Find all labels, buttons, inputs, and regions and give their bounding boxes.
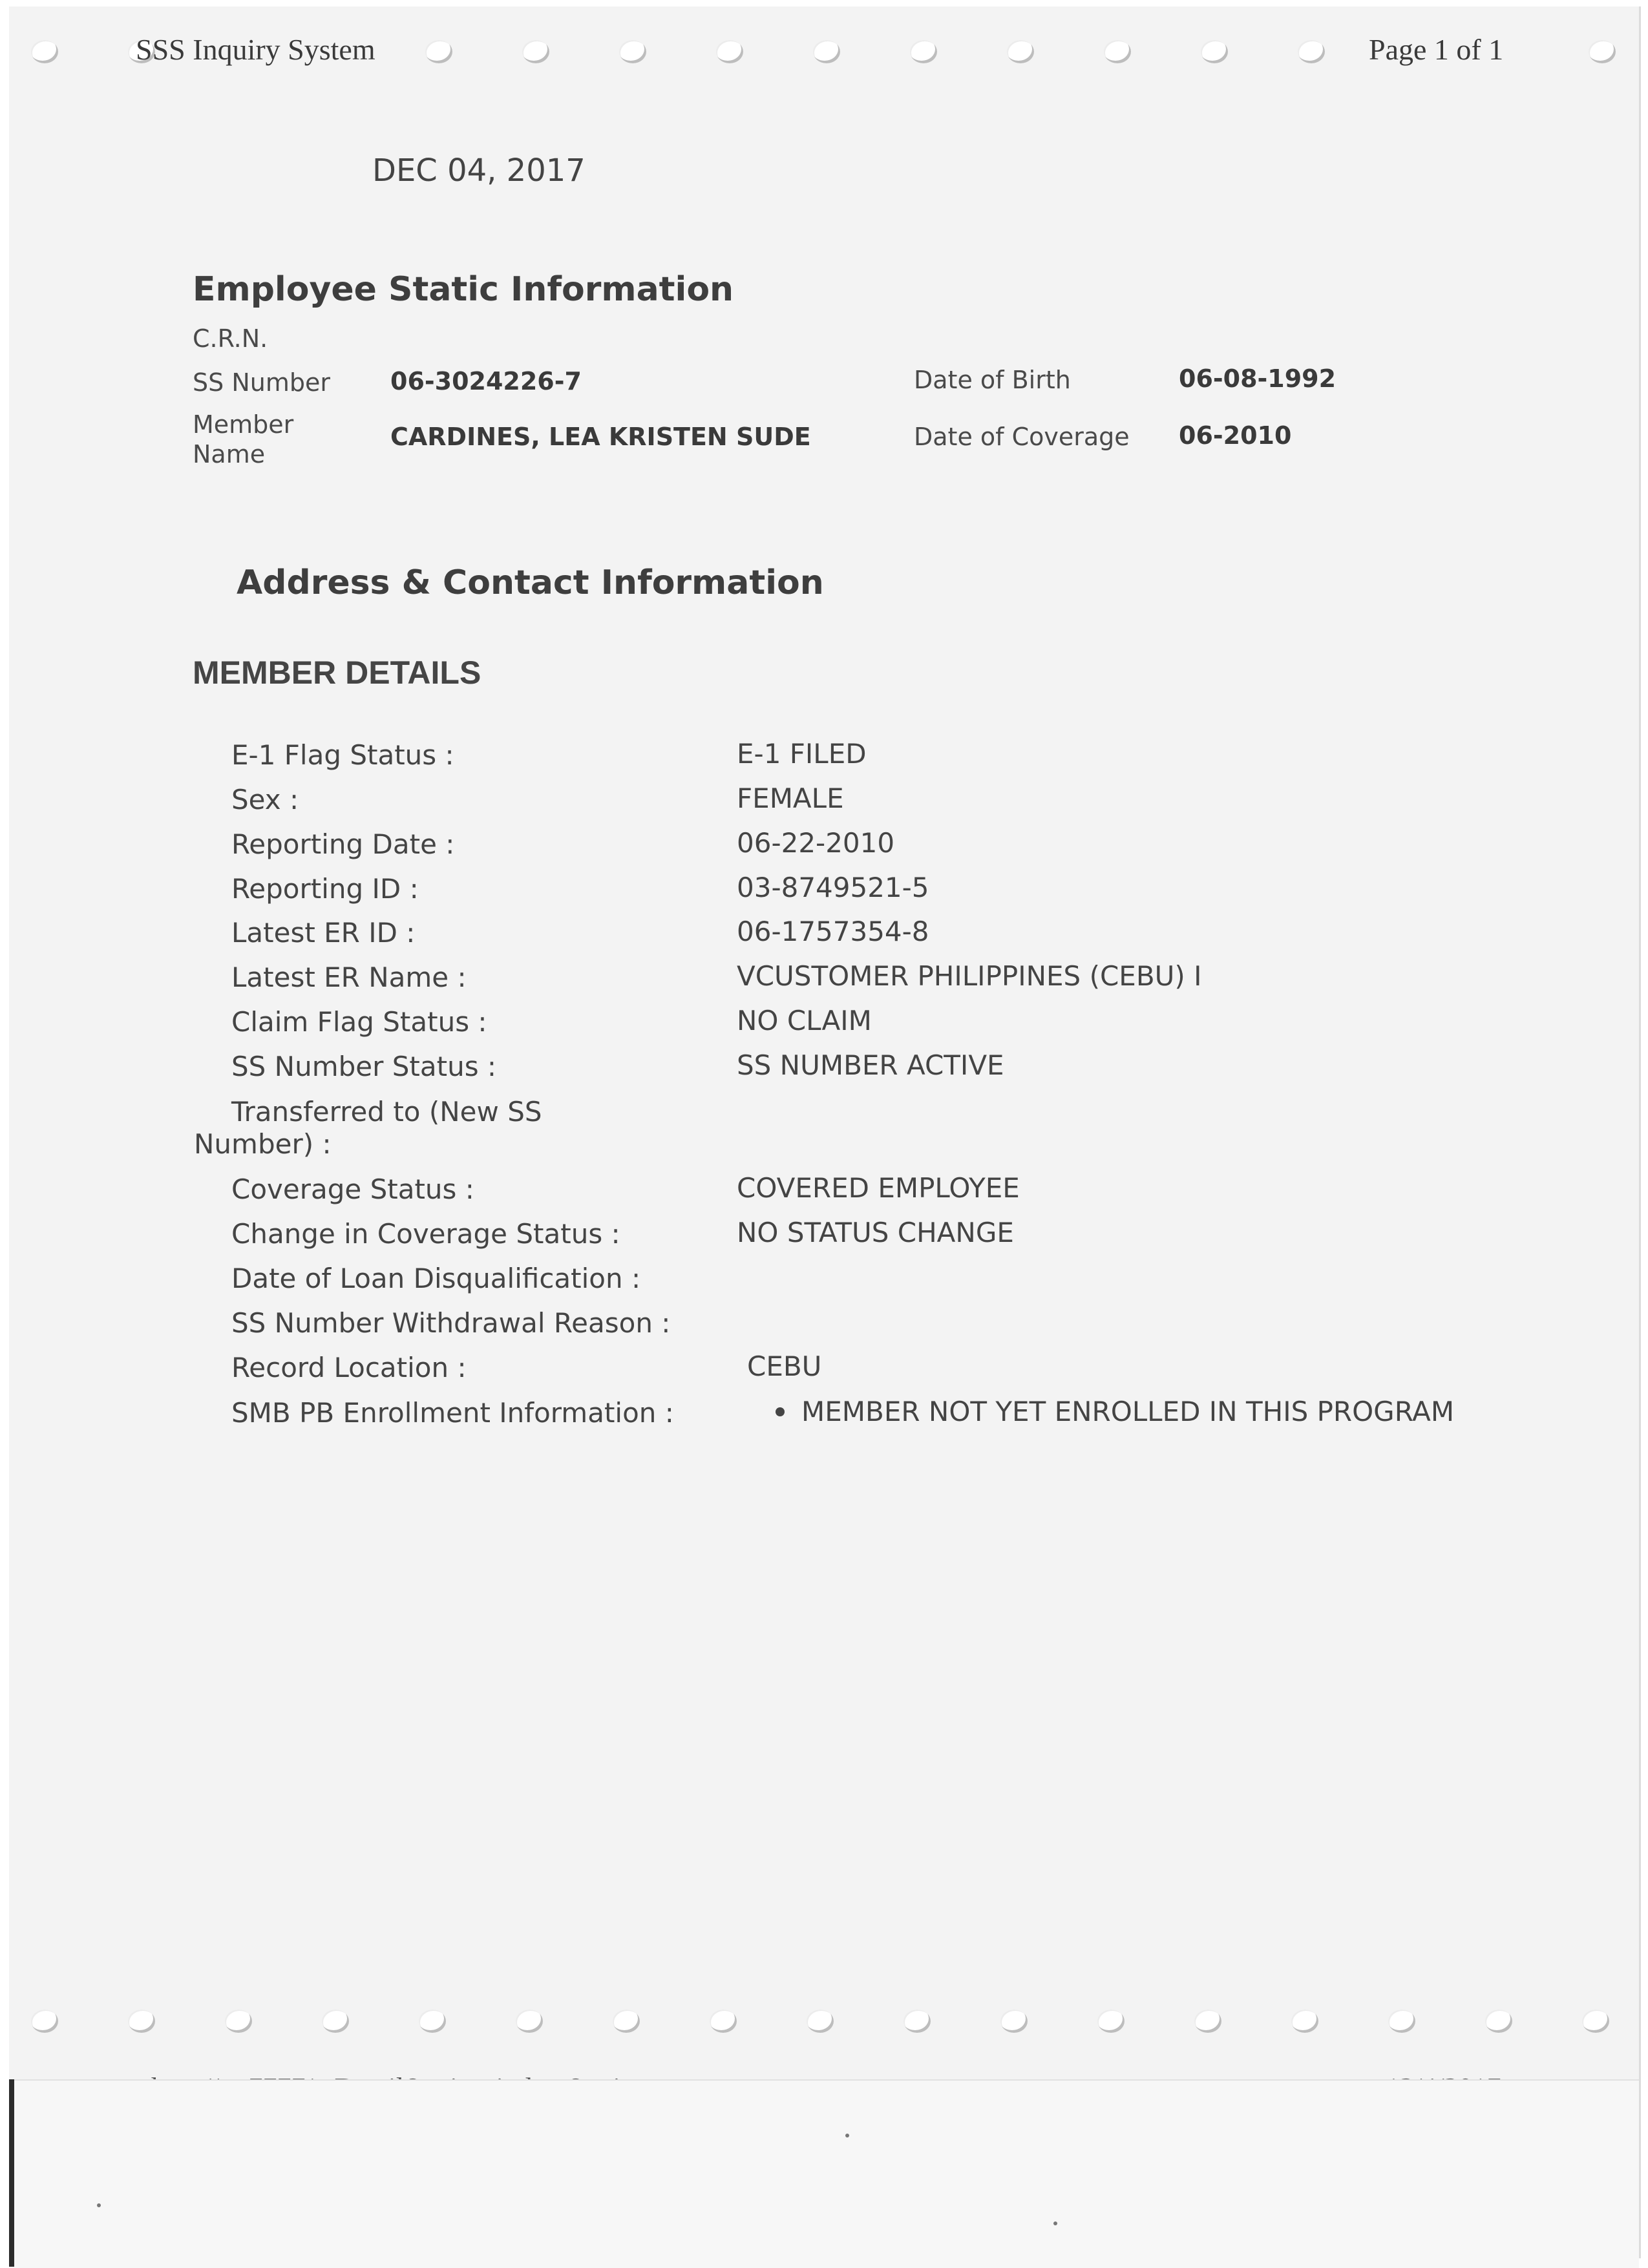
- detail-label-change-coverage: Change in Coverage Status :: [231, 1218, 620, 1250]
- ss-number-value: 06-3024226-7: [390, 367, 582, 395]
- detail-label-sex: Sex :: [231, 784, 299, 815]
- detail-value-reporting-id: 03-8749521-5: [737, 872, 929, 903]
- perforation-hole: [419, 2010, 446, 2033]
- printed-page: [9, 6, 1641, 2258]
- detail-label-e1-flag: E-1 Flag Status :: [231, 739, 454, 771]
- perforation-hole: [807, 2010, 834, 2033]
- perforation-hole: [1291, 2010, 1318, 2033]
- perforation-hole: [522, 40, 549, 63]
- page-number: Page 1 of 1: [1369, 33, 1504, 66]
- perforation-hole: [1201, 40, 1228, 63]
- address-contact-title: Address & Contact Information: [237, 563, 824, 602]
- perforation-hole: [1298, 40, 1325, 63]
- perforation-hole: [1388, 2010, 1415, 2033]
- detail-value-smb-pb-enrollment: MEMBER NOT YET ENROLLED IN THIS PROGRAM: [801, 1396, 1455, 1427]
- perforation-hole: [613, 2010, 640, 2033]
- detail-label-ss-number-status: SS Number Status :: [231, 1051, 497, 1082]
- perforation-hole: [1097, 2010, 1125, 2033]
- member-name-label: Member Name: [193, 410, 294, 468]
- perforation-hole: [903, 2010, 931, 2033]
- browser-header-title: SSS Inquiry System: [136, 33, 375, 66]
- bottom-perforation-row: [9, 2010, 1639, 2046]
- perforation-hole: [1104, 40, 1131, 63]
- ss-number-label: SS Number: [193, 368, 330, 397]
- detail-value-reporting-date: 06-22-2010: [737, 827, 895, 859]
- detail-value-e1-flag: E-1 FILED: [737, 738, 867, 770]
- perforation-hole: [910, 40, 937, 63]
- detail-value-latest-er-name: VCUSTOMER PHILIPPINES (CEBU) I: [737, 960, 1202, 992]
- perforation-hole: [1485, 2010, 1512, 2033]
- detail-value-claim-flag: NO CLAIM: [737, 1005, 872, 1036]
- detail-value-latest-er-id: 06-1757354-8: [737, 916, 929, 947]
- perforation-hole: [425, 40, 452, 63]
- employee-static-title: Employee Static Information: [193, 270, 734, 309]
- perforation-hole: [31, 2010, 58, 2033]
- perforation-hole: [1582, 2010, 1609, 2033]
- perforation-hole: [322, 2010, 349, 2033]
- bullet-icon: [776, 1407, 785, 1416]
- detail-label-reporting-id: Reporting ID :: [231, 873, 419, 905]
- detail-value-change-coverage: NO STATUS CHANGE: [737, 1217, 1014, 1248]
- dob-value: 06-08-1992: [1179, 364, 1336, 393]
- paper-speck: [97, 2203, 101, 2207]
- perforation-hole: [716, 40, 743, 63]
- dob-label: Date of Birth: [914, 366, 1071, 394]
- detail-label-loan-disqualification: Date of Loan Disqualification :: [231, 1263, 641, 1294]
- detail-value-ss-number-status: SS NUMBER ACTIVE: [737, 1049, 1004, 1081]
- perforation-hole: [1194, 2010, 1221, 2033]
- detail-label-transferred-to: Transferred to (New SS Number) :: [194, 1096, 542, 1160]
- perforation-hole: [813, 40, 840, 63]
- detail-label-smb-pb-enrollment: SMB PB Enrollment Information :: [231, 1397, 674, 1429]
- perforation-hole: [619, 40, 646, 63]
- detail-label-claim-flag: Claim Flag Status :: [231, 1006, 487, 1038]
- perforation-hole: [128, 2010, 155, 2033]
- detail-label-reporting-date: Reporting Date :: [231, 828, 455, 860]
- detail-label-record-location: Record Location :: [231, 1352, 467, 1383]
- coverage-date-label: Date of Coverage: [914, 423, 1130, 451]
- perforation-hole: [516, 2010, 543, 2033]
- member-details-title: MEMBER DETAILS: [193, 655, 481, 691]
- paper-speck: [1053, 2221, 1057, 2225]
- perforation-hole: [710, 2010, 737, 2033]
- lower-page-edge: [9, 2079, 1639, 2268]
- perforation-hole: [1589, 40, 1616, 63]
- print-date: DEC 04, 2017: [372, 152, 586, 189]
- detail-label-latest-er-id: Latest ER ID :: [231, 917, 416, 949]
- perforation-hole: [1007, 40, 1034, 63]
- page-binding-edge: [9, 2079, 14, 2267]
- detail-label-withdrawal-reason: SS Number Withdrawal Reason :: [231, 1307, 671, 1339]
- perforation-hole: [31, 40, 58, 63]
- paper-speck: [845, 2134, 849, 2137]
- detail-value-record-location: CEBU: [747, 1350, 822, 1382]
- member-name-value: CARDINES, LEA KRISTEN SUDE: [390, 423, 811, 451]
- perforation-hole: [225, 2010, 252, 2033]
- crn-label: C.R.N.: [193, 324, 268, 353]
- detail-label-latest-er-name: Latest ER Name :: [231, 961, 467, 993]
- detail-label-coverage-status: Coverage Status :: [231, 1173, 474, 1205]
- detail-value-sex: FEMALE: [737, 782, 844, 814]
- perforation-hole: [1000, 2010, 1028, 2033]
- coverage-date-value: 06-2010: [1179, 421, 1292, 450]
- detail-value-coverage-status: COVERED EMPLOYEE: [737, 1172, 1020, 1204]
